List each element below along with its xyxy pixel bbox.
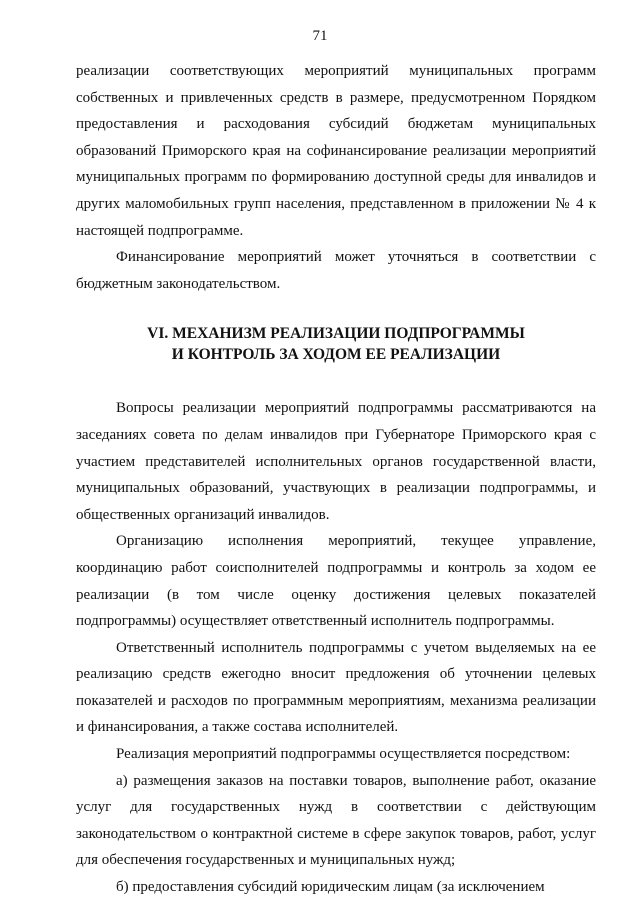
list-item-a: а) размещения заказов на поставки товаров, выполнение работ, оказание услуг для государственных нужд в соответствии с действующим законодательством о контрактной системе в сфере закупок товаров, работ, услуг для обеспечения государственных и муниципальных нужд;: [76, 772, 596, 869]
paragraph-organization: Организацию исполнения мероприятий, текущее управление, координацию работ соисполнителей подпрограммы и контроль за ходом ее реализации (в том числе оценку достижения целевых показателей подпрограммы) осуществляет ответственный исполнитель подпрограммы.: [76, 533, 596, 630]
section-heading: [76, 323, 596, 365]
page-number: 71: [312, 28, 328, 44]
paragraph-questions: Вопросы реализации мероприятий подпрограммы рассматриваются на заседаниях совета по делам инвалидов при Губернаторе Приморского края с участием представителей исполнительных органов государственной власти, муниципальных образований, участвующих в реализации подпрограммы, и общественных организаций инвалидов.: [76, 400, 596, 523]
page-body: [76, 58, 596, 901]
paragraph-responsible-executor: Ответственный исполнитель подпрограммы с учетом выделяемых на ее реализацию средств ежегодно вносит предложения об уточнении целевых показателей и расходов по программным мероприятиям, механизма реализации и финансирования, а также состава исполнителей.: [76, 639, 596, 736]
paragraph-financing: Финансирование мероприятий может уточняться в соответствии с бюджетным законодательством.: [76, 249, 596, 292]
paragraph-intro: реализации соответствующих мероприятий муниципальных программ собственных и привлеченных средств в размере, предусмотренном Порядком предоставления и расходования субсидий бюджетам муниципальных образований Приморского края на софинансирование реализации мероприятий муниципальных программ по формированию доступной среды для инвалидов и других маломобильных групп населения, представленном в приложении № 4 к настоящей подпрограмме.: [76, 63, 596, 239]
list-item-b: б) предоставления субсидий юридическим лицам (за исключением: [116, 879, 545, 896]
section-heading-line-1: VI. МЕХАНИЗМ РЕАЛИЗАЦИИ ПОДПРОГРАММЫ: [147, 325, 525, 343]
section-heading-line-2: И КОНТРОЛЬ ЗА ХОДОМ ЕЕ РЕАЛИЗАЦИИ: [171, 346, 501, 364]
paragraph-implementation-means: Реализация мероприятий подпрограммы осуществляется посредством:: [116, 746, 571, 763]
